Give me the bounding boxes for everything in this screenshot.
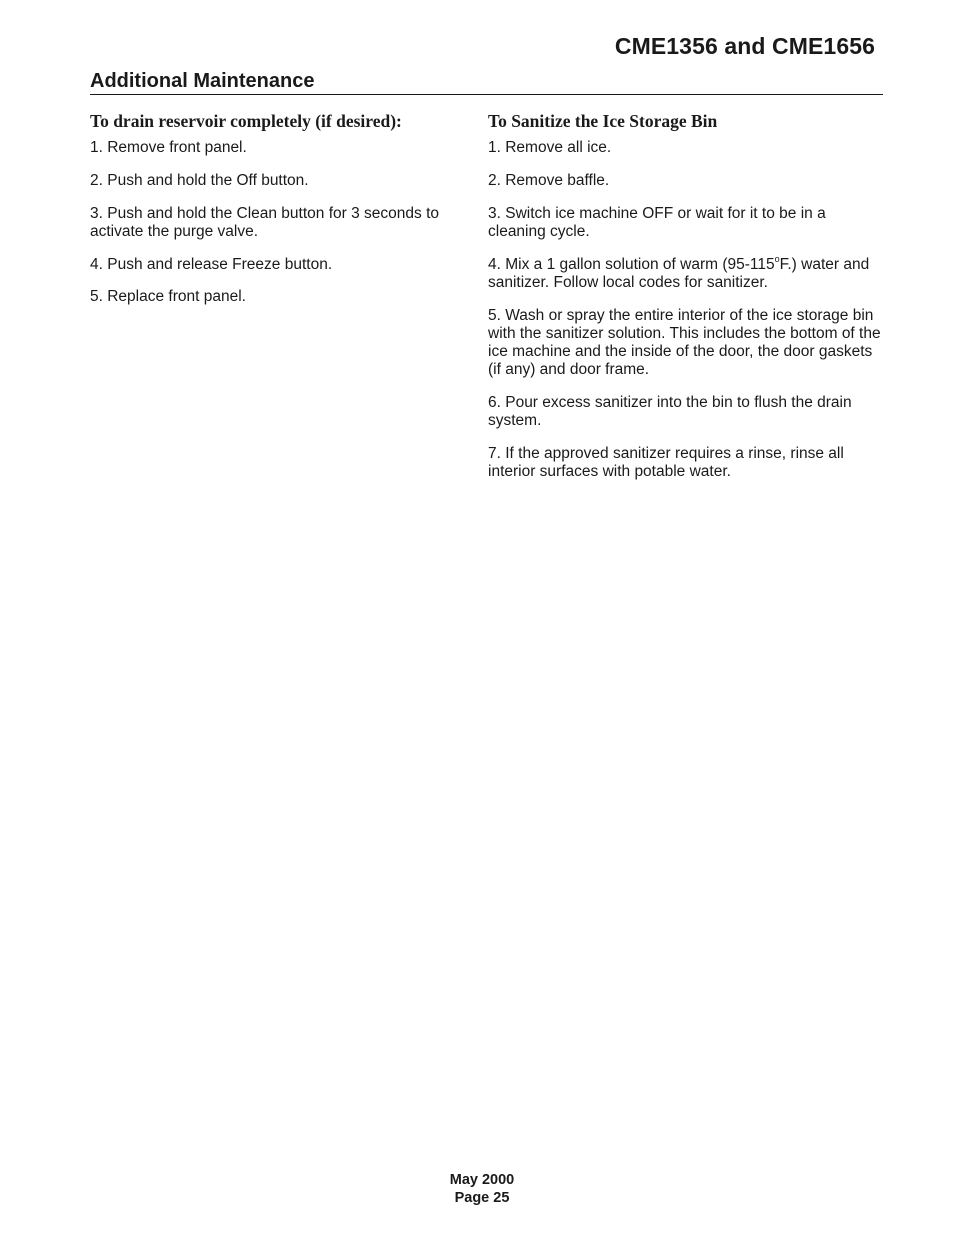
drain-reservoir-section xyxy=(90,110,480,321)
page-number: Page 25 xyxy=(454,1190,510,1206)
footer-date: May 2000 xyxy=(449,1172,515,1188)
model-title: CME1356 and CME1656 xyxy=(614,33,875,59)
section-title: Additional Maintenance xyxy=(90,70,315,92)
drain-step-1: 1. Remove front panel. xyxy=(90,139,247,156)
sanitize-steps-list xyxy=(488,139,883,481)
drain-step-3: 3. Push and hold the Clean button for 3 seconds to activate the purge valve. xyxy=(90,205,439,240)
sanitize-step-4 xyxy=(488,256,883,292)
drain-reservoir-heading: To drain reservoir completely (if desired): xyxy=(90,111,402,131)
sanitize-bin-heading: To Sanitize the Ice Storage Bin xyxy=(488,111,718,131)
sanitize-step-1: 1. Remove all ice. xyxy=(488,139,612,156)
drain-steps-list xyxy=(90,139,480,306)
drain-step-4: 4. Push and release Freeze button. xyxy=(90,256,333,273)
header-divider xyxy=(90,94,883,95)
sanitize-step-3: 3. Switch ice machine OFF or wait for it to be in a cleaning cycle. xyxy=(488,205,826,240)
sanitize-step-5: 5. Wash or spray the entire interior of the ice storage bin with the sanitizer solution. This includes the bottom of the ice machine and the inside of the door, the door gaskets (if any) and door frame. xyxy=(488,307,881,378)
sanitize-step-4-text-end: F.) water and sanitizer. Follow local codes for sanitizer. xyxy=(488,256,870,291)
sanitize-step-2: 2. Remove baffle. xyxy=(488,172,610,189)
sanitize-step-4-text-start: 4. Mix a 1 gallon solution of warm (95-115 xyxy=(488,256,775,273)
degree-symbol: o xyxy=(774,254,780,264)
sanitize-bin-section xyxy=(488,110,883,496)
sanitize-step-7: 7. If the approved sanitizer requires a rinse, rinse all interior surfaces with potable water. xyxy=(488,445,844,480)
drain-step-5: 5. Replace front panel. xyxy=(90,288,246,305)
drain-step-2: 2. Push and hold the Off button. xyxy=(90,172,309,189)
sanitize-step-6: 6. Pour excess sanitizer into the bin to flush the drain system. xyxy=(488,394,852,429)
page-footer xyxy=(0,1171,954,1207)
